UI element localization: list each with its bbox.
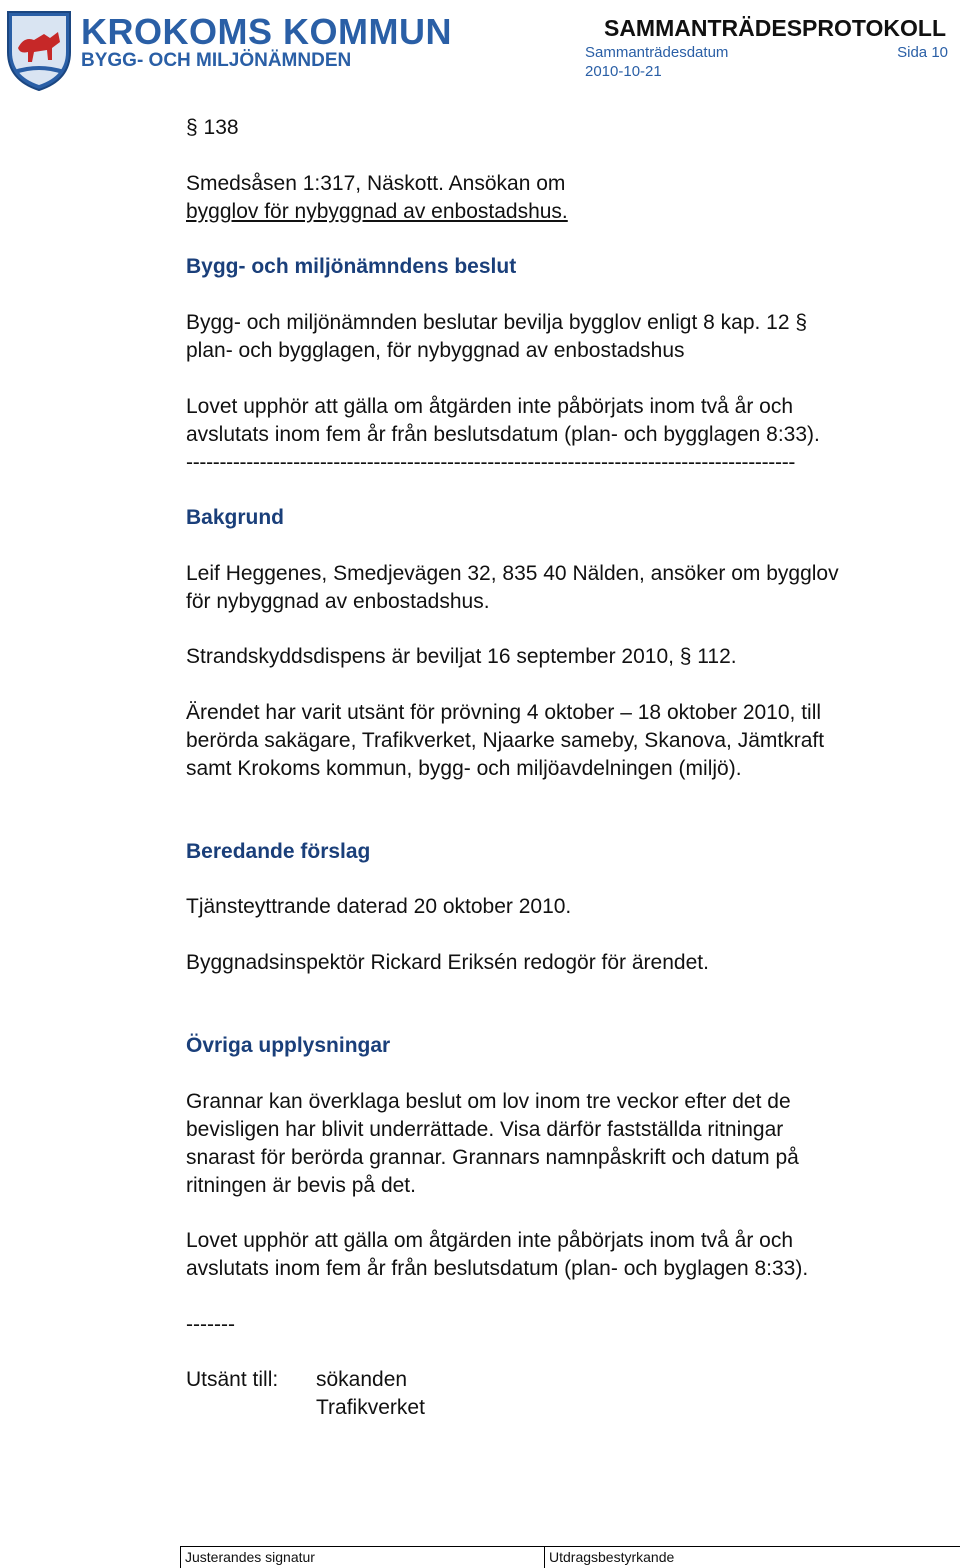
paragraph-number: § 138 [186, 116, 239, 139]
municipal-coat-of-arms-icon [4, 8, 74, 92]
extract-certification-label: Utdragsbestyrkande [549, 1549, 675, 1565]
decision-separator: ------------------------------------------------------------------------------------------- [186, 451, 796, 474]
meeting-date-label: Sammanträdesdatum [585, 44, 729, 61]
other-info-line: Lovet upphör att gälla om åtgärden inte påbörjats inom två år och [186, 1229, 794, 1252]
background-heading: Bakgrund [186, 506, 285, 529]
other-info-line: ritningen är bevis på det. [186, 1174, 416, 1197]
case-title-line: bygglov för nybyggnad av enbostadshus. [186, 200, 568, 223]
other-info-separator: ------- [186, 1313, 235, 1336]
background-line: Strandskyddsdispens är beviljat 16 september 2010, § 112. [186, 645, 737, 668]
meeting-date: 2010-10-21 [585, 63, 662, 80]
proposal-line: Byggnadsinspektör Rickard Eriksén redogör för ärendet. [186, 951, 709, 974]
signature-label: Justerandes signatur [185, 1549, 315, 1565]
other-info-line: Grannar kan överklaga beslut om lov inom tre veckor efter det de [186, 1090, 791, 1113]
other-info-line: avslutats inom fem år från beslutsdatum (plan- och byglagen 8:33). [186, 1257, 809, 1280]
distribution-label: Utsänt till: [186, 1368, 279, 1391]
other-info-line: bevisligen har blivit underrättade. Visa därför fastställda ritningar [186, 1118, 784, 1141]
page-number: Sida 10 [897, 44, 948, 61]
decision-line: avslutats inom fem år från beslutsdatum (plan- och bygglagen 8:33). [186, 423, 820, 446]
background-line: samt Krokoms kommun, bygg- och miljöavdelningen (miljö). [186, 757, 742, 780]
other-info-line: snarast för berörda grannar. Grannars namnpåskrift och datum på [186, 1146, 799, 1169]
decision-line: Bygg- och miljönämnden beslutar bevilja bygglov enligt 8 kap. 12 § [186, 311, 808, 334]
document-type: SAMMANTRÄDESPROTOKOLL [603, 15, 946, 41]
proposal-line: Tjänsteyttrande daterad 20 oktober 2010. [186, 895, 572, 918]
decision-heading: Bygg- och miljönämndens beslut [186, 255, 517, 278]
background-line: Leif Heggenes, Smedjevägen 32, 835 40 Nälden, ansöker om bygglov [186, 562, 839, 585]
organization-name: KROKOMS KOMMUN [81, 11, 452, 52]
distribution-recipient: sökanden [316, 1368, 408, 1391]
background-line: berörda sakägare, Trafikverket, Njaarke sameby, Skanova, Jämtkraft [186, 729, 825, 752]
signature-box [180, 1546, 566, 1568]
decision-line: plan- och bygglagen, för nybyggnad av enbostadshus [186, 339, 685, 362]
case-title-line: Smedsåsen 1:317, Näskott. Ansökan om [186, 172, 566, 195]
extract-certification-box [544, 1546, 960, 1568]
distribution-recipient: Trafikverket [316, 1396, 425, 1419]
background-line: Ärendet har varit utsänt för prövning 4 oktober – 18 oktober 2010, till [186, 701, 822, 724]
other-info-heading: Övriga upplysningar [186, 1034, 391, 1057]
proposal-heading: Beredande förslag [186, 840, 371, 863]
decision-line: Lovet upphör att gälla om åtgärden inte påbörjats inom två år och [186, 395, 794, 418]
background-line: för nybyggnad av enbostadshus. [186, 590, 490, 613]
organization-department: BYGG- OCH MILJÖNÄMNDEN [81, 50, 352, 71]
